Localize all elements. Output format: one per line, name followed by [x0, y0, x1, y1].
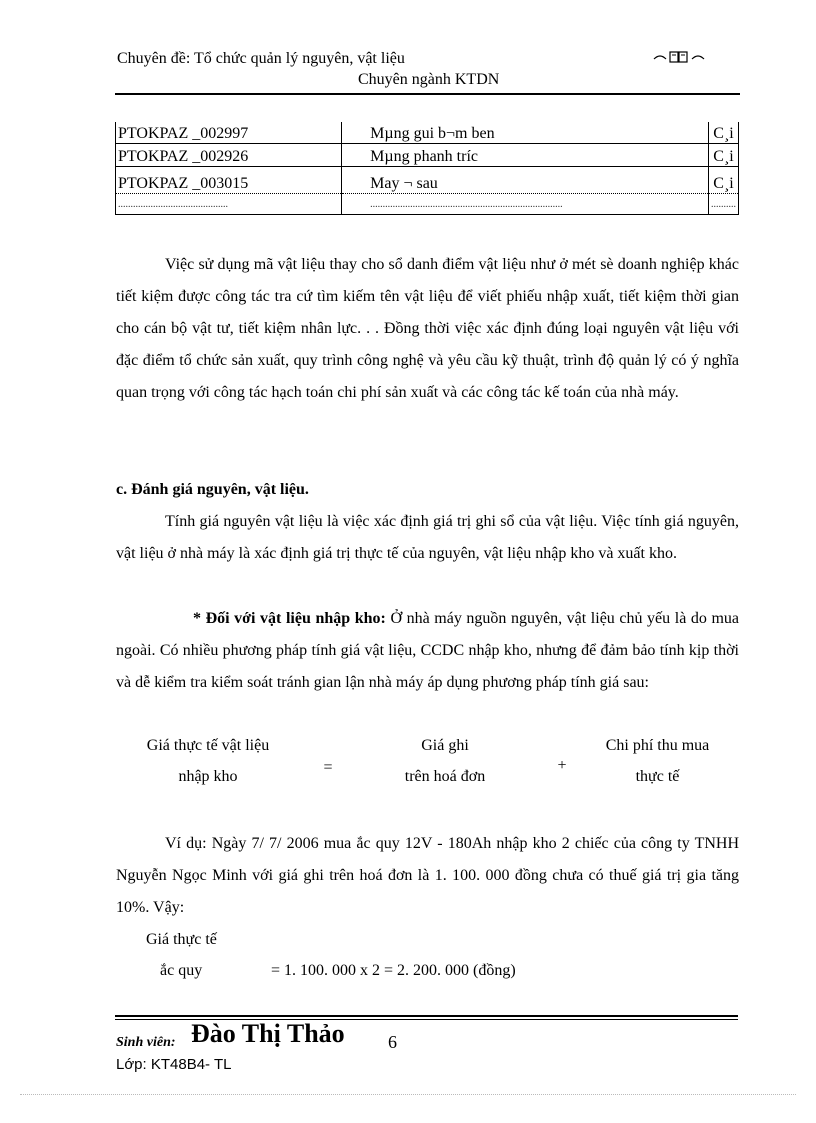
import-pricing-label: * Đối với vật liệu nhập kho:: [193, 610, 386, 627]
formula-term1-line1: Giá ghi: [421, 737, 469, 754]
formula-plus: +: [557, 757, 567, 774]
material-code-table: [115, 122, 739, 215]
formula-equals: =: [323, 759, 333, 776]
material-unit: C¸i: [709, 122, 739, 144]
page-number: 6: [388, 1032, 397, 1052]
paragraph-material-code-usage: Việc sử dụng mã vật liệu thay cho sổ danh điểm vật liệu như ở mét sè doanh nghiệp khác tiết kiệm được công tác tra cứ tìm kiếm tên vật liệu để viết phiếu nhập xuất, tiết kiệm thời gian cho cán bộ vật tư, tiết kiệm nhân lực. . . Đồng thời việc xác định đúng loại nguyên vật liệu với đặc điểm tổ chức sản xuất, quy trình công nghệ và yêu cầu kỹ thuật, trình độ quản lý có ý nghĩa quan trọng với công tác hạch toán chi phí sản xuất và các công tác kế toán của nhà máy.: [116, 256, 739, 401]
header-rule: [115, 93, 740, 95]
footer-student-name: Đào Thị Thảo: [191, 1019, 345, 1048]
paragraph-example: Ví dụ: Ngày 7/ 7/ 2006 mua ắc quy 12V - 180Ah nhập kho 2 chiếc của công ty TNHH Nguyễn Ngọc Minh với giá ghi trên hoá đơn là 1. 100. 000 đồng chưa có thuế giá trị gia tăng 10%. Vậy:: [116, 835, 739, 916]
material-name: Mµng gui b¬m ben: [342, 122, 709, 144]
footer-rule-thick: [115, 1015, 738, 1017]
footer-class: Lớp: KT48B4- TL: [116, 1056, 232, 1073]
table-row: [116, 122, 739, 144]
paragraph-pricing-definition: Tính giá nguyên vật liệu là việc xác định giá trị ghi sổ của vật liệu. Việc tính giá nguyên, vật liệu ở nhà máy là xác định giá trị thực tế của nguyên, vật liệu nhập kho và xuất kho.: [116, 513, 739, 562]
material-unit: C¸i: [709, 167, 739, 194]
table-row: [116, 167, 739, 194]
calc-expression: = 1. 100. 000 x 2 = 2. 200. 000 (đồng): [271, 962, 516, 979]
book-decoration-icon: [652, 50, 708, 69]
formula-lhs-line1: Giá thực tế vật liệu: [146, 737, 270, 754]
material-name: Mµng phanh tríc: [342, 144, 709, 167]
footer-student-label: Sinh viên:: [116, 1035, 176, 1050]
header-subtitle: Chuyên ngành KTDN: [358, 71, 500, 88]
import-pricing-text: Ở nhà máy nguồn nguyên, vật liệu chủ yếu là do mua ngoài. Có nhiều phương pháp tính giá vật liệu, CCDC nhập kho, nhưng để đảm bảo tính kịp thời và dễ kiểm tra kiểm soát tránh gian lận nhà máy áp dụng phương pháp tính giá sau:: [116, 610, 740, 691]
page-bottom-dotted-rule: [20, 1094, 796, 1095]
paragraph-import-pricing: [116, 603, 739, 699]
formula-term2-line1: Chi phí thu mua: [605, 737, 710, 754]
material-code: ............................................: [116, 194, 342, 215]
material-code: PTOKPAZ _002926: [116, 144, 342, 167]
material-unit: C¸i: [709, 144, 739, 167]
table-row: [116, 194, 739, 215]
formula-lhs-line2: nhập kho: [178, 768, 238, 785]
header-title: Chuyên đề: Tổ chức quản lý nguyên, vật liệu: [117, 50, 405, 67]
material-name: .............................................................................: [342, 194, 709, 215]
material-name: May ¬ sau: [342, 167, 709, 194]
calc-label-line1: Giá thực tế: [146, 931, 217, 948]
section-heading-c: c. Đánh giá nguyên, vật liệu.: [116, 481, 309, 498]
book-decoration-graphic: [652, 50, 708, 64]
table-row: [116, 144, 739, 167]
calc-label-line2: ắc quy: [160, 962, 203, 979]
material-code: PTOKPAZ _003015: [116, 167, 342, 194]
formula-term1-line2: trên hoá đơn: [404, 768, 486, 785]
material-unit: ..........: [709, 194, 739, 215]
material-code: PTOKPAZ _002997: [116, 122, 342, 144]
formula-term2-line2: thực tế: [635, 768, 680, 785]
